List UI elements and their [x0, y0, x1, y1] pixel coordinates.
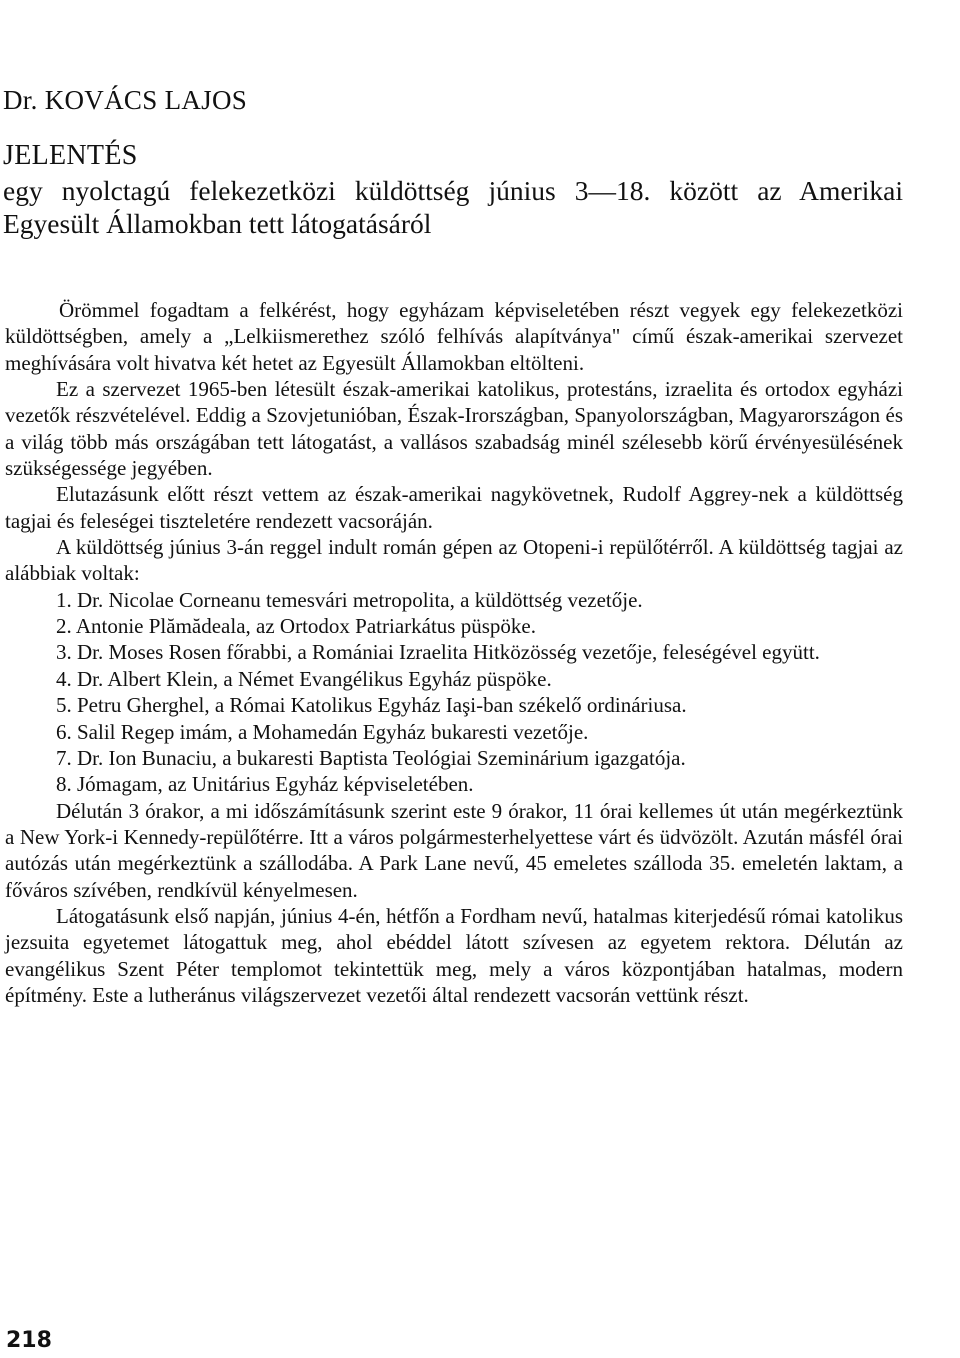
- delegation-member-item: 4. Dr. Albert Klein, a Német Evangélikus Egyház püspöke.: [56, 666, 552, 691]
- report-subtitle: egy nyolctagú felekezetközi küldöttség június 3—18. között az Amerikai Egyesült Államokban tett látogatásáról: [3, 175, 903, 239]
- paragraph: Örömmel fogadtam a felkérést, hogy egyházam képviseletében részt vegyek egy felekezetközi küldöttségben, amely a „Lelkiismerethez szóló felhívás alapítványa" című észak-amerikai szervezet meghívására volt hivatva két hetet az Egyesült Államokban eltölteni.: [5, 298, 903, 375]
- delegation-member-item: 7. Dr. Ion Bunaciu, a bukaresti Baptista Teológiai Szeminárium igazgatója.: [56, 745, 686, 770]
- page-number: 218: [6, 1328, 52, 1353]
- paragraph: Látogatásunk első napján, június 4-én, hétfőn a Fordham nevű, hatalmas kiterjedésű római katolikus jezsuita egyetemet látogattuk meg, ahol ebéddel látott szívesen az egyetem rektora. Délután az evangélikus Szent Péter templomot tekintettük meg, mely a város központjában hatalmas, modern építmény. Este a lutheránus világszervezet vezetői által rendezett vacsorán vettünk részt.: [5, 903, 903, 1007]
- report-label: JELENTÉS: [3, 140, 138, 171]
- paragraph: Délután 3 órakor, a mi időszámításunk szerint este 9 órakor, 11 órai kellemes út után megérkeztünk a New York-i Kennedy-repülőtérre. Itt a város polgármesterhelyettese várt és üdvözölt. Azután másfél órai autózás után megérkeztünk a szállodába. A Park Lane nevű, 45 emeletes szálloda 35. emeletén laktam, a főváros szívében, rendkívül kényelmesen.: [5, 798, 903, 902]
- delegation-member-item: 2. Antonie Plămădeala, az Ortodox Patriarkátus püspöke.: [56, 614, 536, 639]
- delegation-member-item: 5. Petru Gherghel, a Római Katolikus Egyház Iaşi-ban székelő ordináriusa.: [56, 693, 687, 718]
- paragraph: Ez a szervezet 1965-ben létesült észak-amerikai katolikus, protestáns, izraelita és ortodox egyházi vezetők részvételével. Eddig a Szovjetunióban, Észak-Irországban, Spanyolországban, Magyarországon és a világ több más országában tett látogatást, a vallásos szabadság minél szélesebb körű érvényesülésének szükségessége jegyében.: [5, 377, 903, 481]
- delegation-member-item: 6. Salil Regep imám, a Mohamedán Egyház bukaresti vezetője.: [56, 719, 589, 744]
- paragraph: Elutazásunk előtt részt vettem az észak-amerikai nagykövetnek, Rudolf Aggrey-nek a küldöttség tagjai és feleségei tiszteletére rendezett vacsoráján.: [5, 482, 903, 533]
- delegation-member-item: 1. Dr. Nicolae Corneanu temesvári metropolita, a küldöttség vezetője.: [56, 587, 643, 612]
- delegation-member-item: 3. Dr. Moses Rosen főrabbi, a Romániai Izraelita Hitközösség vezetője, feleségével együtt.: [56, 640, 820, 665]
- author-name: Dr. KOVÁCS LAJOS: [3, 85, 248, 115]
- delegation-member-item: 8. Jómagam, az Unitárius Egyház képviseletében.: [56, 772, 474, 797]
- article-body: [5, 297, 903, 1008]
- paragraph: A küldöttség június 3-án reggel indult román gépen az Otopeni-i repülőtérről. A küldöttség tagjai az alábbiak voltak:: [5, 535, 903, 586]
